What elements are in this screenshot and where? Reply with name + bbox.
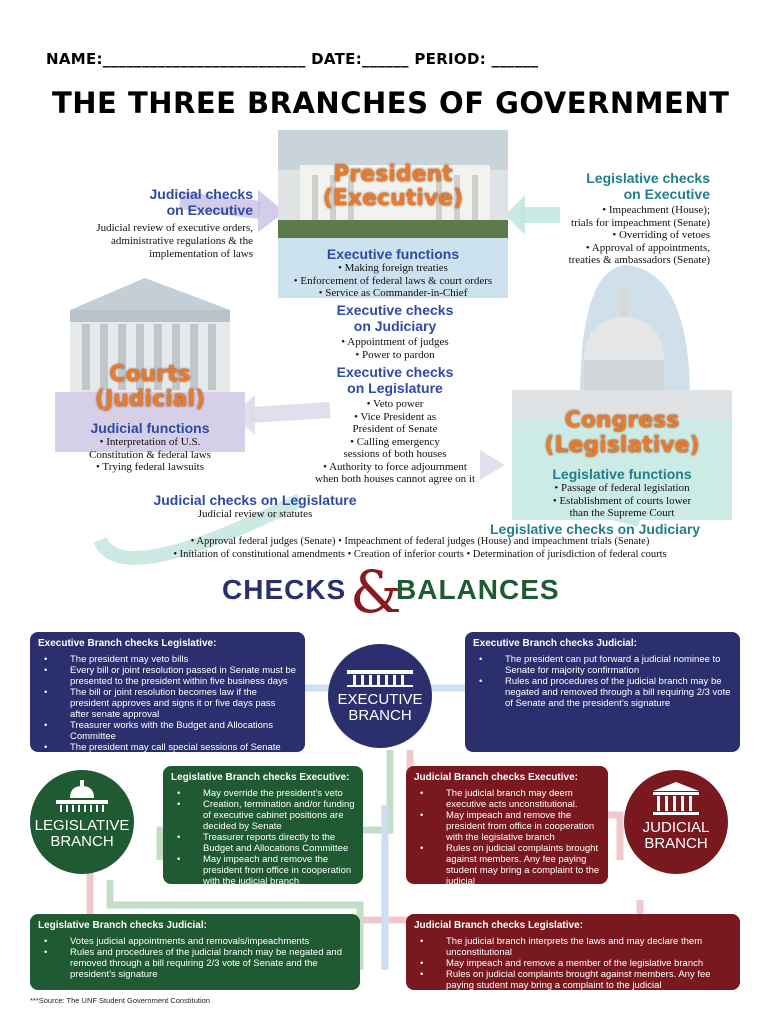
panel-item: • The president may veto bills bbox=[44, 654, 297, 665]
executive-branch-circle bbox=[328, 644, 432, 748]
legislative-branch-circle bbox=[30, 770, 134, 874]
executive-checks-legislature-item: President of Senate bbox=[352, 423, 438, 435]
legislative-checks-executive-item: • Approval of appointments, bbox=[585, 241, 710, 254]
executive-checks-judiciary-item: • Power to pardon bbox=[355, 348, 435, 361]
student-info-line: NAME:__________________________ DATE:______ PERIOD: ______ bbox=[46, 50, 539, 68]
judicial-checks-executive-text: Judicial review of executive orders, administrative regulations & the implementation of laws bbox=[96, 222, 253, 260]
panel-item: • Rules and procedures of the judicial branch may be negated and removed through a bill requiring 2/3 vote of Senate and the president’s signature bbox=[479, 676, 732, 709]
legislative-checks-judiciary-line2: • Initiation of constitutional amendments • Creation of inferior courts • Determination of jurisdiction of federal courts bbox=[173, 549, 667, 560]
executive-checks-legislature-title2: on Legislature bbox=[347, 380, 443, 396]
congress-label bbox=[512, 408, 732, 458]
panel-item: • Votes judicial appointments and removals/impeachments bbox=[44, 936, 352, 947]
jud-checks-legislative-panel bbox=[406, 914, 740, 990]
judicial-functions-item: • Trying federal lawsuits bbox=[95, 461, 205, 473]
judicial-branch-label1: JUDICIAL bbox=[642, 819, 710, 836]
panel-item: • Rules on judicial complaints brought against members. Any fee paying student may bring a complaint to the judicial bbox=[420, 843, 600, 887]
judicial-functions-title: Judicial functions bbox=[90, 420, 210, 436]
exec-checks-judicial-panel bbox=[465, 632, 740, 752]
legislative-checks-executive bbox=[535, 170, 710, 267]
legislative-checks-judiciary-line1: • Approval federal judges (Senate) • Impeachment of federal judges (House) and impeachment trials (Senate) bbox=[190, 536, 650, 547]
capitol-icon bbox=[52, 780, 112, 814]
legislative-functions-item: • Passage of federal legislation bbox=[554, 482, 690, 494]
president-label-line1: President bbox=[333, 162, 453, 187]
executive-functions-item: • Enforcement of federal laws & court orders bbox=[293, 274, 493, 287]
balances-logo-word: BALANCES bbox=[396, 574, 560, 605]
courts-label-line2: (Judicial) bbox=[94, 387, 206, 412]
legislative-functions-item: than the Supreme Court bbox=[569, 507, 675, 519]
panel-title: Legislative Branch checks Judicial: bbox=[38, 920, 207, 931]
legislative-functions-item: • Establishment of courts lower bbox=[552, 494, 692, 507]
judicial-functions bbox=[55, 420, 245, 474]
judicial-checks-legislature-title: Judicial checks on Legislature bbox=[153, 492, 357, 508]
page-title: THE THREE BRANCHES OF GOVERNMENT bbox=[52, 86, 730, 120]
panel-item: • Creation, termination and/or funding of executive cabinet positions are decided by Senate bbox=[177, 799, 355, 832]
executive-checks-judiciary-title2: on Judiciary bbox=[353, 318, 437, 334]
courts-label-line1: Courts bbox=[109, 362, 191, 387]
panel-item: • The judicial branch may deem executive acts unconstitutional. bbox=[420, 788, 600, 810]
executive-checks-judiciary bbox=[300, 302, 490, 361]
courthouse-icon bbox=[651, 782, 701, 816]
judicial-checks-executive-title2: on Executive bbox=[166, 202, 253, 218]
legislative-checks-executive-title2: on Executive bbox=[623, 186, 710, 202]
president-label-line2: (Executive) bbox=[322, 186, 464, 211]
panel-item: • The judicial branch interprets the laws and may declare them unconstitutional bbox=[420, 936, 732, 958]
panel-item: • Every bill or joint resolution passed in Senate must be presented to the president within five business days bbox=[44, 665, 297, 687]
panel-item: • Rules and procedures of the judicial branch may be negated and removed through a bill requiring 2/3 vote of Senate and the president’s signature bbox=[44, 947, 352, 980]
legislative-checks-executive-item: • Impeachment (House); bbox=[602, 204, 710, 216]
panel-title: Judicial Branch checks Legislative: bbox=[414, 920, 583, 931]
panel-title: Judicial Branch checks Executive: bbox=[414, 772, 578, 783]
exec-checks-legislative-panel bbox=[30, 632, 305, 752]
legislative-functions bbox=[512, 466, 732, 520]
courts-label bbox=[55, 362, 245, 412]
legislative-branch-label1: LEGISLATIVE bbox=[34, 817, 130, 834]
legislative-checks-executive-item: • Overriding of vetoes bbox=[612, 229, 710, 241]
white-house-icon bbox=[345, 666, 415, 688]
executive-checks-legislature-item: • Veto power bbox=[366, 398, 424, 410]
judicial-functions-item: Constitution & federal laws bbox=[89, 448, 211, 461]
executive-branch-label1: EXECUTIVE bbox=[337, 691, 423, 708]
executive-checks-legislature bbox=[290, 364, 500, 486]
panel-item: • May impeach and remove a member of the legislative branch bbox=[420, 958, 732, 969]
panel-title: Legislative Branch checks Executive: bbox=[171, 772, 350, 783]
checks-logo-word: CHECKS bbox=[222, 574, 347, 605]
legislative-functions-title: Legislative functions bbox=[552, 466, 692, 482]
judicial-branch-circle bbox=[624, 770, 728, 874]
legislative-branch-label2: BRANCH bbox=[50, 833, 114, 850]
panel-item: • May override the president’s veto bbox=[177, 788, 355, 799]
executive-functions bbox=[278, 246, 508, 300]
executive-checks-judiciary-title1: Executive checks bbox=[336, 302, 454, 318]
panel-item: • Treasurer reports directly to the Budget and Allocations Committee bbox=[177, 832, 355, 854]
panel-item: • Rules on judicial complaints brought against members. Any fee paying student may bring a complaint to the judicial bbox=[420, 969, 732, 991]
panel-title: Executive Branch checks Legislative: bbox=[38, 638, 217, 649]
panel-item: • May impeach and remove the president from office in cooperation with the legislative branch bbox=[420, 810, 600, 843]
judicial-functions-item: • Interpretation of U.S. bbox=[99, 436, 201, 448]
congress-label-line1: Congress bbox=[564, 408, 680, 433]
judicial-branch-label2: BRANCH bbox=[644, 835, 708, 852]
executive-checks-judiciary-item: • Appointment of judges bbox=[341, 336, 449, 348]
panel-item: • Treasurer works with the Budget and Allocations Committee bbox=[44, 720, 297, 742]
source-note: ***Source: The UNF Student Government Constitution bbox=[30, 996, 210, 1005]
panel-item: • The president can put forward a judicial nominee to Senate for majority confirmation bbox=[479, 654, 732, 676]
panel-item: • May impeach and remove the president from office in cooperation with the judicial branch bbox=[177, 854, 355, 887]
executive-functions-item: • Making foreign treaties bbox=[338, 262, 448, 274]
judicial-checks-executive bbox=[78, 186, 253, 261]
checks-balances-logo bbox=[222, 558, 582, 638]
judicial-checks-executive-title1: Judicial checks bbox=[149, 186, 253, 202]
ampersand-logo: & bbox=[350, 558, 402, 626]
leg-checks-executive-panel bbox=[163, 766, 363, 887]
judicial-checks-legislature-text: Judicial review or statutes bbox=[197, 508, 313, 520]
panel-item: • The bill or joint resolution becomes law if the president approves and signs it or five days pass after senate approval bbox=[44, 687, 297, 720]
panel-title: Executive Branch checks Judicial: bbox=[473, 638, 637, 649]
executive-functions-title: Executive functions bbox=[326, 246, 460, 262]
executive-checks-legislature-item: sessions of both houses bbox=[343, 448, 447, 460]
legislative-checks-executive-title1: Legislative checks bbox=[586, 170, 710, 186]
legislative-checks-executive-item: trials for impeachment (Senate) bbox=[571, 216, 710, 229]
judicial-checks-legislature bbox=[110, 492, 400, 521]
legislative-checks-executive-item: treaties & ambassadors (Senate) bbox=[568, 254, 710, 266]
congress-label-line2: (Legislative) bbox=[544, 433, 700, 458]
executive-checks-legislature-item: • Authority to force adjournment bbox=[323, 460, 467, 473]
executive-checks-legislature-item: • Calling emergency bbox=[350, 435, 440, 448]
executive-branch-label2: BRANCH bbox=[348, 707, 412, 724]
president-label bbox=[278, 163, 508, 211]
panel-item: • The president may call special sessions of Senate bbox=[44, 742, 297, 753]
executive-checks-legislature-item: • Vice President as bbox=[353, 410, 437, 423]
executive-checks-legislature-item: when both houses cannot agree on it bbox=[314, 473, 476, 485]
leg-checks-judicial-panel bbox=[30, 914, 360, 990]
executive-checks-legislature-title1: Executive checks bbox=[336, 364, 454, 380]
legislative-checks-judiciary-title: Legislative checks on Judiciary bbox=[490, 521, 701, 537]
jud-checks-executive-panel bbox=[406, 766, 608, 887]
executive-functions-item: • Service as Commander-in-Chief bbox=[318, 287, 468, 299]
